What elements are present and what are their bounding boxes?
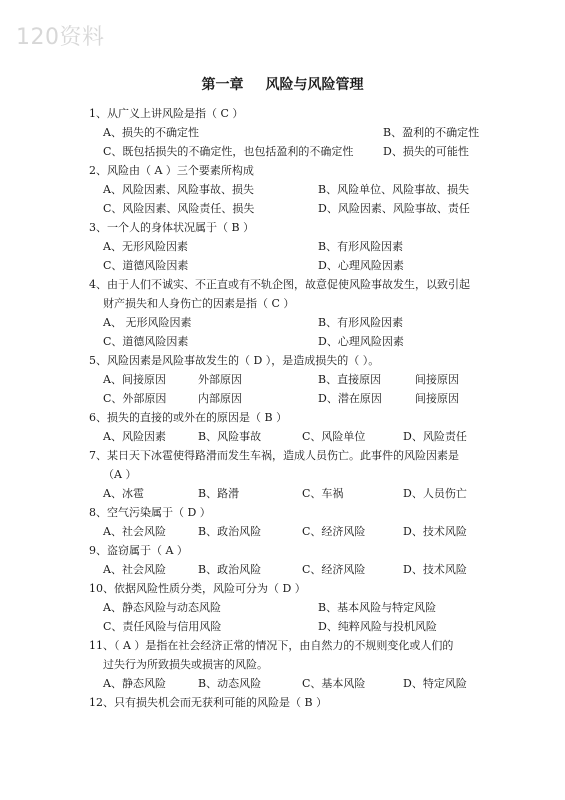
option-b: B、政治风险 [198, 525, 262, 538]
option-d: D、心理风险因素 [318, 335, 404, 348]
question-stem: 2、风险由（ A ）三个要素所构成 [89, 164, 254, 177]
question-stem: 8、空气污染属于（ D ） [89, 506, 211, 519]
option-b: B、盈利的不确定性 [383, 126, 480, 139]
option-d: D、风险责任 [403, 430, 467, 443]
option-d: D、损失的可能性 [383, 145, 469, 158]
option-d: D、风险因素、风险事故、责任 [318, 202, 470, 215]
option-d-second: 间接原因 [415, 392, 459, 405]
question-stem: 6、损失的直接的或外在的原因是（ B ） [89, 411, 288, 424]
option-a: A、 无形风险因素 [103, 316, 192, 329]
option-c: C、经济风险 [302, 563, 366, 576]
option-a: A、静态风险与动态风险 [103, 601, 221, 614]
option-a: A、冰雹 [103, 487, 144, 500]
option-b: B、风险事故 [198, 430, 262, 443]
option-c: C、既包括损失的不确定性，也包括盈利的不确定性 [103, 145, 354, 158]
option-c-second: 内部原因 [198, 392, 242, 405]
option-a: A、间接原因 [103, 373, 166, 386]
question-stem: 3、一个人的身体状况属于（ B ） [89, 221, 255, 234]
option-a: A、社会风险 [103, 525, 166, 538]
option-d: D、技术风险 [403, 563, 467, 576]
question-stem: 12、只有损失机会而无获利可能的风险是（ B ） [89, 696, 328, 709]
option-b: B、政治风险 [198, 563, 262, 576]
question-stem-continued: 过失行为所致损失或损害的风险。 [103, 658, 268, 671]
question-stem: 9、盗窃属于（ A ） [89, 544, 188, 557]
option-b: B、直接原因 [318, 373, 382, 386]
option-c: C、车祸 [302, 487, 344, 500]
option-b: B、有形风险因素 [318, 316, 404, 329]
option-c: C、风险因素、风险责任、损失 [103, 202, 255, 215]
question-stem-continued: 财产损失和人身伤亡的因素是指（ C ） [103, 297, 295, 310]
option-c: C、经济风险 [302, 525, 366, 538]
option-b-second: 间接原因 [415, 373, 459, 386]
option-c: C、风险单位 [302, 430, 366, 443]
option-b: B、基本风险与特定风险 [318, 601, 437, 614]
option-c: C、外部原因 [103, 392, 167, 405]
option-d: D、人员伤亡 [403, 487, 467, 500]
option-c: C、责任风险与信用风险 [103, 620, 222, 633]
chapter-number: 第一章 [201, 77, 244, 93]
option-a: A、无形风险因素 [103, 240, 188, 253]
option-a-second: 外部原因 [198, 373, 242, 386]
option-d: D、心理风险因素 [318, 259, 404, 272]
option-b: B、路滑 [198, 487, 240, 500]
option-c: C、道德风险因素 [103, 259, 189, 272]
option-a: A、风险因素、风险事故、损失 [103, 183, 254, 196]
option-b: B、动态风险 [198, 677, 262, 690]
option-d: D、特定风险 [403, 677, 467, 690]
option-c: C、道德风险因素 [103, 335, 189, 348]
watermark-logo: 120资料 [16, 25, 105, 50]
question-stem: 1、从广义上讲风险是指（ C ） [89, 107, 244, 120]
question-stem: 10、依据风险性质分类，风险可分为（ D ） [89, 582, 306, 595]
option-a: A、静态风险 [103, 677, 166, 690]
option-a: A、损失的不确定性 [103, 126, 199, 139]
chapter-title [0, 74, 565, 94]
question-stem-continued: （A ） [103, 468, 137, 481]
chapter-name: 风险与风险管理 [265, 77, 364, 93]
option-b: B、有形风险因素 [318, 240, 404, 253]
question-stem: 7、某日天下冰雹使得路滑而发生车祸，造成人员伤亡。此事件的风险因素是 [89, 449, 459, 462]
option-a: A、风险因素 [103, 430, 166, 443]
question-stem: 5、风险因素是风险事故发生的（ D ），是造成损失的（ ）。 [89, 354, 380, 367]
option-d: D、潜在原因 [318, 392, 382, 405]
option-c: C、基本风险 [302, 677, 366, 690]
option-b: B、风险单位、风险事故、损失 [318, 183, 470, 196]
option-d: D、纯粹风险与投机风险 [318, 620, 437, 633]
option-d: D、技术风险 [403, 525, 467, 538]
option-a: A、社会风险 [103, 563, 166, 576]
question-stem: 4、由于人们不诚实、不正直或有不轨企图，故意促使风险事故发生，以致引起 [89, 278, 470, 291]
question-stem: 11、（ A ）是指在社会经济正常的情况下，由自然力的不规则变化或人们的 [89, 639, 454, 652]
